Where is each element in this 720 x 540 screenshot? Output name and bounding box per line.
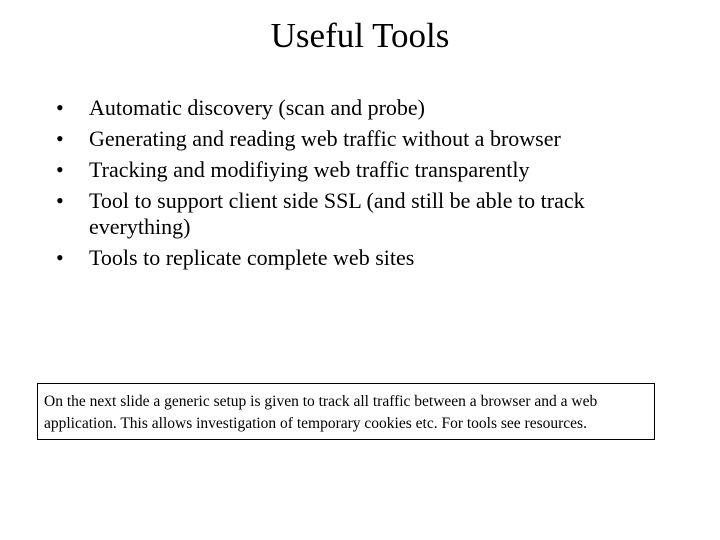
- bullet-text: Tools to replicate complete web sites: [89, 245, 415, 270]
- bullet-list: [50, 95, 660, 276]
- bullet-icon: •: [56, 188, 64, 213]
- bullet-item-generating-traffic: [50, 126, 660, 152]
- bullet-item-replicate-sites: [50, 245, 660, 271]
- bullet-item-tracking-traffic: [50, 157, 660, 183]
- bullet-item-automatic-discovery: [50, 95, 660, 121]
- bullet-icon: •: [56, 245, 64, 270]
- bullet-icon: •: [56, 126, 64, 151]
- bullet-item-client-ssl: [50, 188, 660, 240]
- bullet-text: Tool to support client side SSL (and still be able to track everything): [89, 188, 585, 239]
- bullet-icon: •: [56, 95, 64, 120]
- bullet-text: Automatic discovery (scan and probe): [89, 95, 425, 120]
- bullet-text: Generating and reading web traffic without a browser: [89, 126, 561, 151]
- slide-title: Useful Tools: [270, 16, 450, 55]
- note-box: On the next slide a generic setup is given to track all traffic between a browser and a web application. This allows investigation of temporary cookies etc. For tools see resources.: [37, 383, 655, 440]
- bullet-text: Tracking and modifiying web traffic transparently: [89, 157, 530, 182]
- bullet-icon: •: [56, 157, 64, 182]
